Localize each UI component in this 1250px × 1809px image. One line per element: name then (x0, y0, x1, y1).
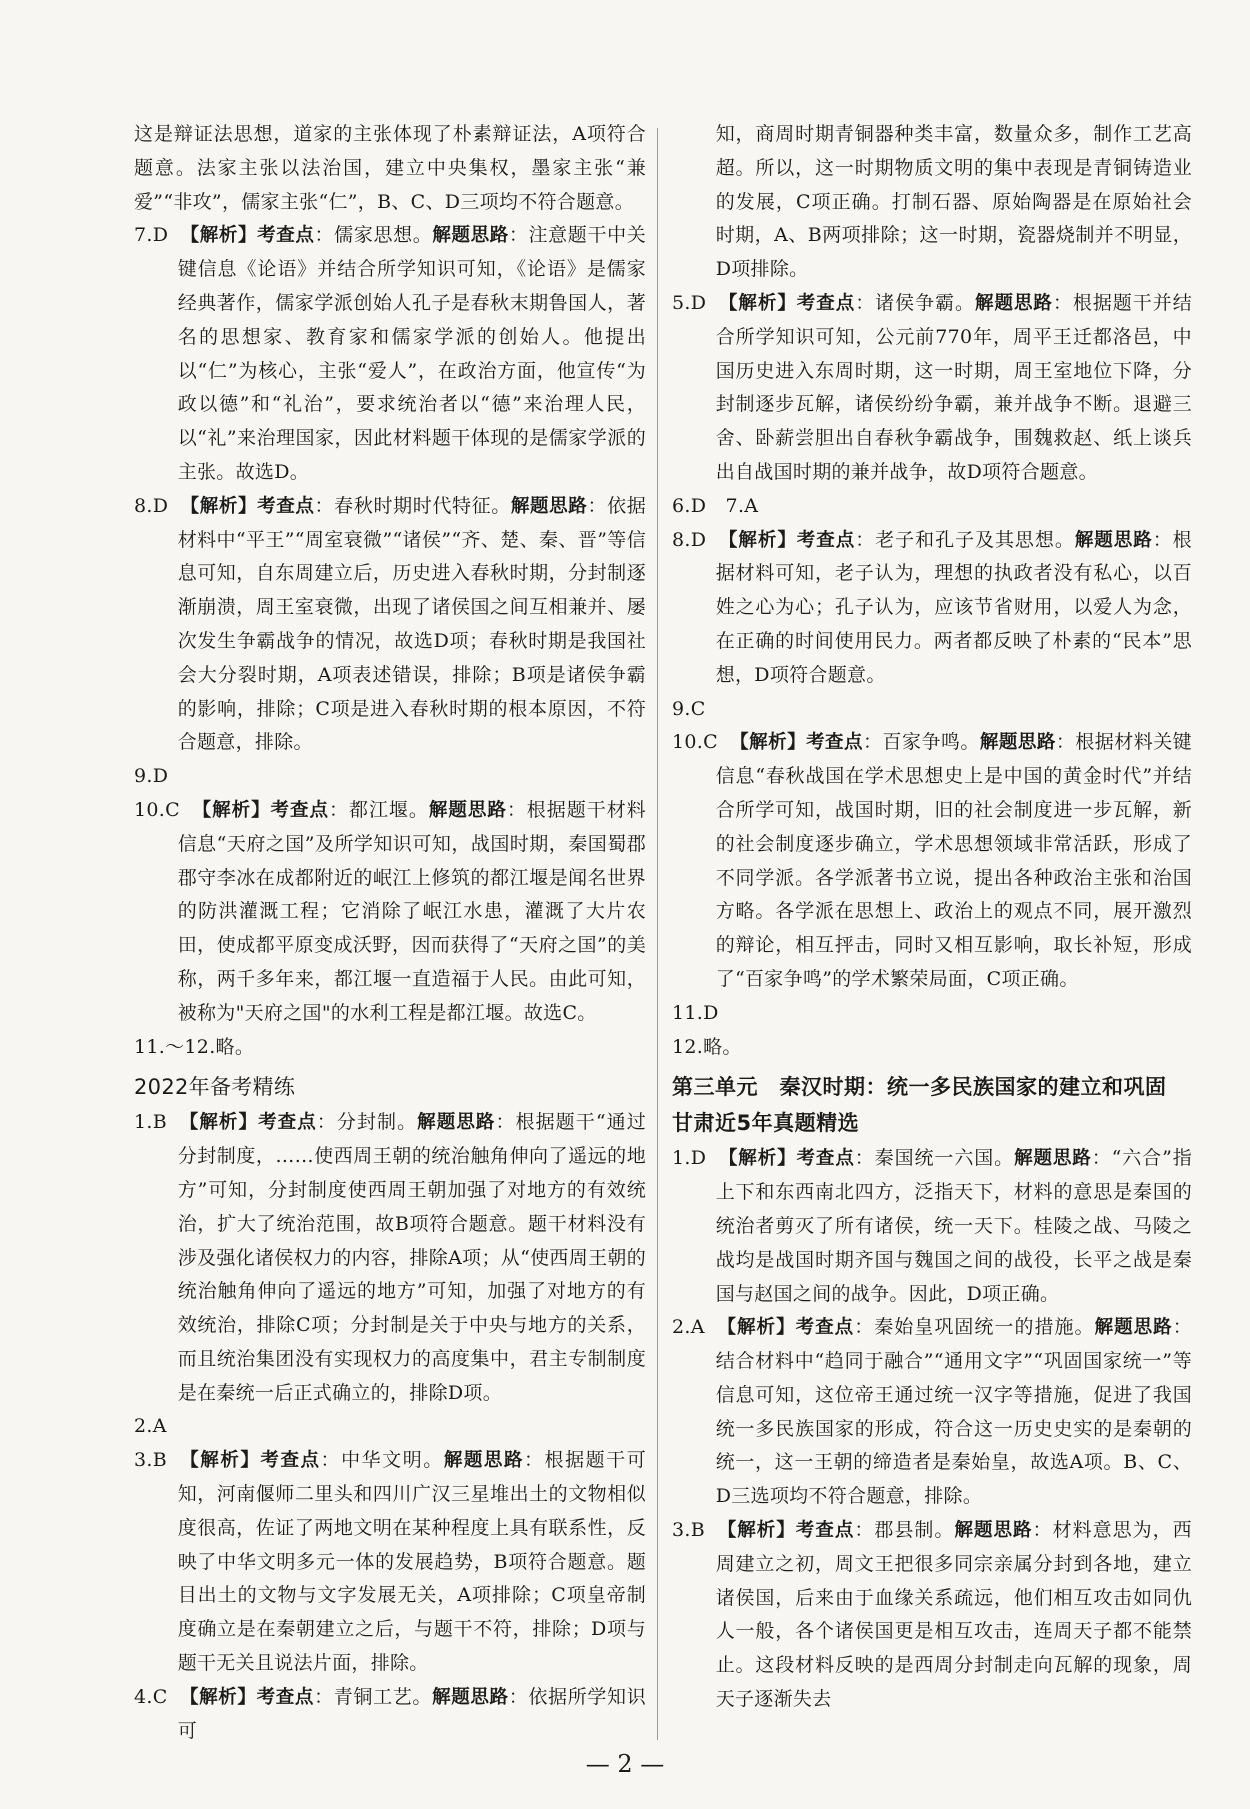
answer-item-11-12: 11.～12.略。 (134, 1035, 255, 1058)
answer-item-4: 4.C 【解析】考查点：青铜工艺。解题思路：依据所学知识可 (134, 1685, 646, 1742)
answer-item-6-7: 6.D 7.A (672, 494, 759, 517)
answer-item-10: 10.C 【解析】考查点：都江堰。解题思路：根据题干材料信息“天府之国”及所学知识可知，战国时期，秦国蜀郡郡守李冰在成都附近的岷江上修筑的都江堰是闻名世界的防洪灌溉工程；它消除了岷江水患，灌溉了大片农田，使成都平原变成沃野，因而获得了“天府之国”的美称，两千多年来，都江堰一直造福于人民。由此可知，被称为"天府之国"的水利工程是都江堰。故选C。 (134, 798, 646, 1024)
paragraph: 知，商周时期青铜器种类丰富，数量众多，制作工艺高超。所以，这一时期物质文明的集中表现是青铜铸造业的发展，C项正确。打制石器、原始陶器是在原始社会时期，A、B两项排除；这一时期，瓷器烧制并不明显，D项排除。 (715, 123, 1192, 281)
page-number: — 2 — (585, 1750, 665, 1778)
answer-item-8: 8.D 【解析】考查点：老子和孔子及其思想。解题思路：根据材料可知，老子认为，理想的执政者没有私心，以百姓之心为心；孔子认为，应该节省财用，以爱人为念，在正确的时间使用民力。两者都反映了朴素的“民本”思想，D项符合题意。 (672, 528, 1192, 686)
answer-item-12: 12.略。 (672, 1035, 742, 1058)
answer-item-8: 8.D 【解析】考查点：春秋时期时代特征。解题思路：依据材料中“平王”“周室衰微”“诸侯”“齐、楚、秦、晋”等信息可知，自东周建立后，历史进入春秋时期，分封制逐渐崩溃，周王室衰微，出现了诸侯国之间互相兼并、屡次发生争霸战争的情况，故选D项；春秋时期是我国社会大分裂时期，A项表述错误，排除；B项是诸侯争霸的影响，排除；C项是进入春秋时期的根本原因，不符合题意，排除。 (134, 494, 647, 754)
section-heading: 2022年备考精练 (134, 1075, 296, 1100)
section-heading: 甘肃近5年真题精选 (672, 1111, 860, 1136)
paragraph: 这是辩证法思想，道家的主张体现了朴素辩证法，A项符合题意。法家主张以法治国，建立中央集权，墨家主张“兼爱”“非攻”，儒家主张“仁”，B、C、D三项均不符合题意。 (134, 123, 646, 213)
answer-item-3: 3.B 【解析】考查点：郡县制。解题思路：材料意思为，西周建立之初，周文王把很多同宗亲属分封到各地，建立诸侯国，后来由于血缘关系疏远，他们相互攻击如同仇人一般，各个诸侯国更是相互攻击，连周天子都不能禁止。这段材料反映的是西周分封制走向瓦解的现象，周天子逐渐失去 (672, 1519, 1192, 1711)
answer-item-9: 9.C (672, 697, 706, 720)
answer-item-1: 1.B 【解析】考查点：分封制。解题思路：根据题干“通过分封制度，……使西周王朝的统治触角伸向了遥远的地方”可知，分封制度使西周王朝加强了对地方的有效统治，扩大了统治范围，故B项符合题意。题干材料没有涉及强化诸侯权力的内容，排除A项；从“使西周王朝的统治触角伸向了遥远的地方”可知，加强了对地方的有效统治，排除C项；分封制是关于中央与地方的关系，而且统治集团没有实现权力的高度集中，君主专制制度是在秦统一后正式确立的，排除D项。 (134, 1111, 646, 1404)
answer-item-7: 7.D 【解析】考查点：儒家思想。解题思路：注意题干中关键信息《论语》并结合所学知识可知，《论语》是儒家经典著作，儒家学派创始人孔子是春秋末期鲁国人，著名的思想家、教育家和儒家学派的创始人。他提出以“仁”为核心，主张“爱人”，在政治方面，他宣传“为政以德”和“礼治”，要求统治者以“德”来治理人民，以“礼”来治理国家，因此材料题干体现的是儒家学派的主张。故选D。 (134, 224, 647, 483)
right-column (672, 118, 1192, 1717)
answer-item-2: 2.A (134, 1415, 167, 1438)
unit-title: 第三单元 秦汉时期：统一多民族国家的建立和巩固 (672, 1075, 1167, 1100)
column-divider (657, 128, 658, 1740)
answer-item-2: 2.A 【解析】考查点：秦始皇巩固统一的措施。解题思路：结合材料中“趋同于融合”“通用文字”“巩固国家统一”等信息可知，这位帝王通过统一汉字等措施，促进了我国统一多民族国家的形成，符合这一历史史实的是秦朝的统一，这一王朝的缔造者是秦始皇，故选A项。B、C、D三选项均不符合题意，排除。 (672, 1316, 1192, 1508)
answer-item-9: 9.D (134, 765, 169, 788)
answer-item-10: 10.C 【解析】考查点：百家争鸣。解题思路：根据材料关键信息“春秋战国在学术思想史上是中国的黄金时代”并结合所学可知，战国时期，旧的社会制度进一步瓦解，新的社会制度逐步确立，学术思想领域非常活跃，形成了不同学派。各学派著书立说，提出各种政治主张和治国方略。各学派在思想上、政治上的观点不同，展开激烈的辩论，相互抨击，同时又相互影响，取长补短，形成了“百家争鸣”的学术繁荣局面，C项正确。 (672, 731, 1192, 990)
answer-item-5: 5.D 【解析】考查点：诸侯争霸。解题思路：根据题干并结合所学知识可知，公元前770年，周平王迁都洛邑，中国历史进入东周时期，这一时期，周王室地位下降，分封制逐步瓦解，诸侯纷纷争霸，兼并战争不断。退避三舍、卧薪尝胆出自春秋争霸战争，围魏救赵、纸上谈兵出自战国时期的兼并战争，故D项符合题意。 (672, 291, 1192, 483)
answer-item-11: 11.D (672, 1001, 719, 1024)
answer-item-3: 3.B 【解析】考查点：中华文明。解题思路：根据题干可知，河南偃师二里头和四川广汉三星堆出土的文物相似度很高，佐证了两地文明在某种程度上具有联系性，反映了中华文明多元一体的发展趋势，B项符合题意。题目出土的文物与文字发展无关，A项排除；C项皇帝制度确立是在秦朝建立之后，与题干不符，排除；D项与题干无关且说法片面，排除。 (134, 1449, 646, 1675)
left-column (134, 118, 646, 1748)
answer-item-1: 1.D 【解析】考查点：秦国统一六国。解题思路：“六合”指上下和东西南北四方，泛指天下，材料的意思是秦国的统治者剪灭了所有诸侯，统一天下。桂陵之战、马陵之战均是战国时期齐国与魏国之间的战役，长平之战是秦国与赵国之间的战争。因此，D项正确。 (672, 1147, 1193, 1305)
